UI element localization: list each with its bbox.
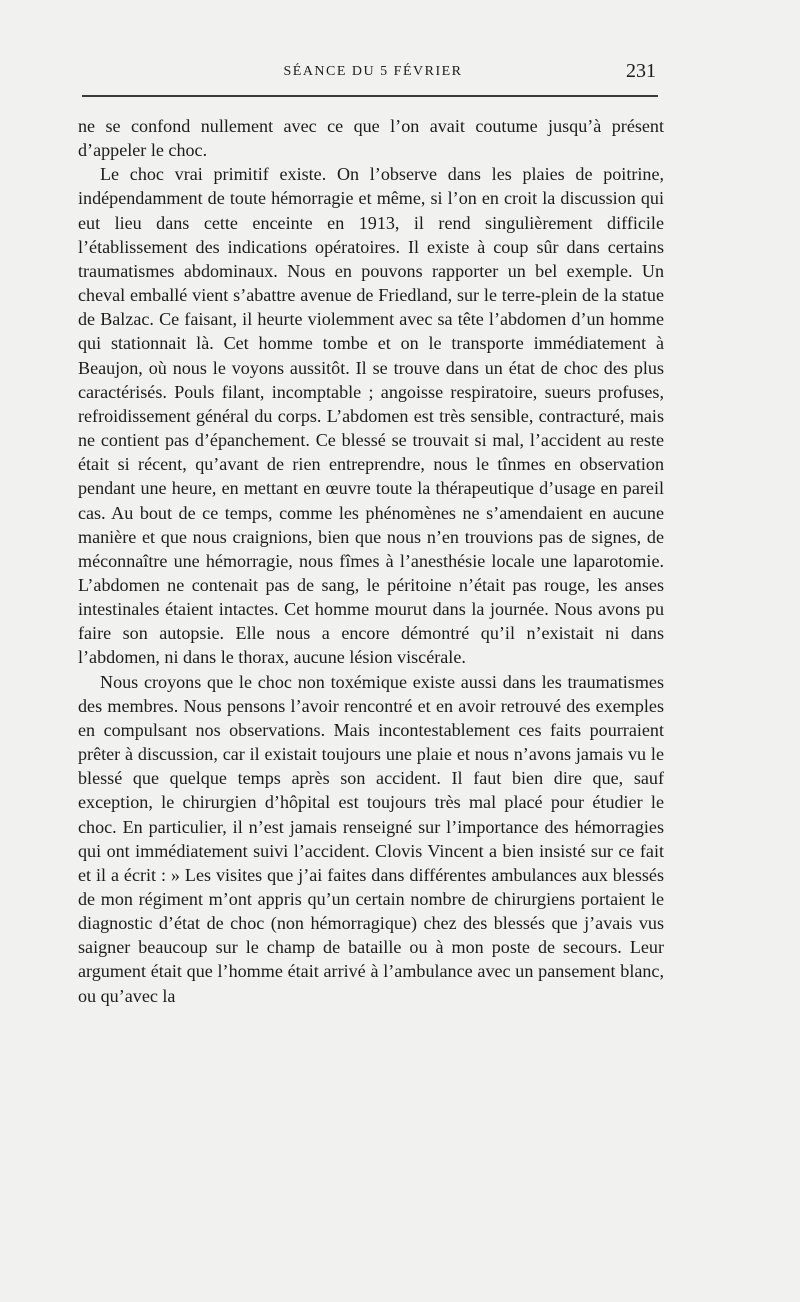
- paragraph-continuation: ne se confond nullement avec ce que l’on avait coutume jusqu’à présent d’appeler le choc.: [78, 116, 664, 161]
- paragraph-choc-membres: Nous croyons que le choc non toxémique existe aussi dans les traumatismes des membres. Nous pensons l’avoir rencontré et en avoir retrouvé des exemples en compulsant nos observations. Mais incontestablement ces faits pourraient prêter à discussion, car il existait toujours une plaie et nous n’avons jamais vu le blessé que quelque temps après son accident. Il faut bien dire que, sauf exception, le chirurgien d’hôpital est toujours très mal placé pour étudier le choc. En particulier, il n’est jamais renseigné sur l’importance des hémorragies qui ont immédiatement suivi l’accident. Clovis Vincent a bien insisté sur ce fait et il a écrit : » Les visites que j’ai faites dans différentes ambulances aux blessés de mon régiment m’ont appris qu’un certain nombre de chirurgiens portaient le diagnostic d’état de choc (non hémorragique) chez des blessés que j’avais vus saigner beaucoup sur le champ de bataille ou à mon poste de secours. Leur argument était que l’homme était arrivé à l’ambulance avec un pansement blanc, ou qu’avec la: [78, 671, 664, 1006]
- page-number: 231: [626, 60, 656, 82]
- paragraph-choc-primitif: Le choc vrai primitif existe. On l’observe dans les plaies de poitrine, indépendamment de toute hémorragie et même, si l’on en croit la discussion qui eut lieu dans cette enceinte en 1913, il rend singulièrement difficile l’établissement des indications opératoires. Il existe à coup sûr dans certains traumatismes abdominaux. Nous en pouvons rapporter un bel exemple. Un cheval emballé vient s’abattre avenue de Friedland, sur le terre-plein de la statue de Balzac. Ce faisant, il heurte violemment avec sa tête l’abdomen d’un homme qui stationnait là. Cet homme tombe et on le transporte immédiatement à Beaujon, où nous le voyons aussitôt. Il se trouve dans un état de choc des plus caractérisés. Pouls filant, incomptable ; angoisse respiratoire, sueurs profuses, refroidissement général du corps. L’abdomen est très sensible, contracturé, mais ne contient pas d’épanchement. Ce blessé se trouvait si mal, l’accident au reste était si récent, qu’avant de rien entreprendre, nous le tînmes en observation pendant une heure, en mettant en œuvre toute la thérapeutique d’usage en pareil cas. Au bout de ce temps, comme les phénomènes ne s’amendaient en aucune manière et que nous craignions, bien que nous n’en trouvions pas de signes, de méconnaître une hémorragie, nous fîmes à l’anesthésie locale une laparotomie. L’abdomen ne contenait pas de sang, le péritoine n’était pas rouge, les anses intestinales étaient intactes. Cet homme mourut dans la journée. Nous avons pu faire son autopsie. Elle nous a encore démontré qu’il n’existait ni dans l’abdomen, ni dans le thorax, aucune lésion viscérale.: [78, 164, 664, 668]
- body-text: [78, 114, 664, 1008]
- running-header: [80, 58, 666, 88]
- header-rule: [82, 95, 658, 97]
- header-title: SÉANCE DU 5 FÉVRIER: [283, 64, 463, 79]
